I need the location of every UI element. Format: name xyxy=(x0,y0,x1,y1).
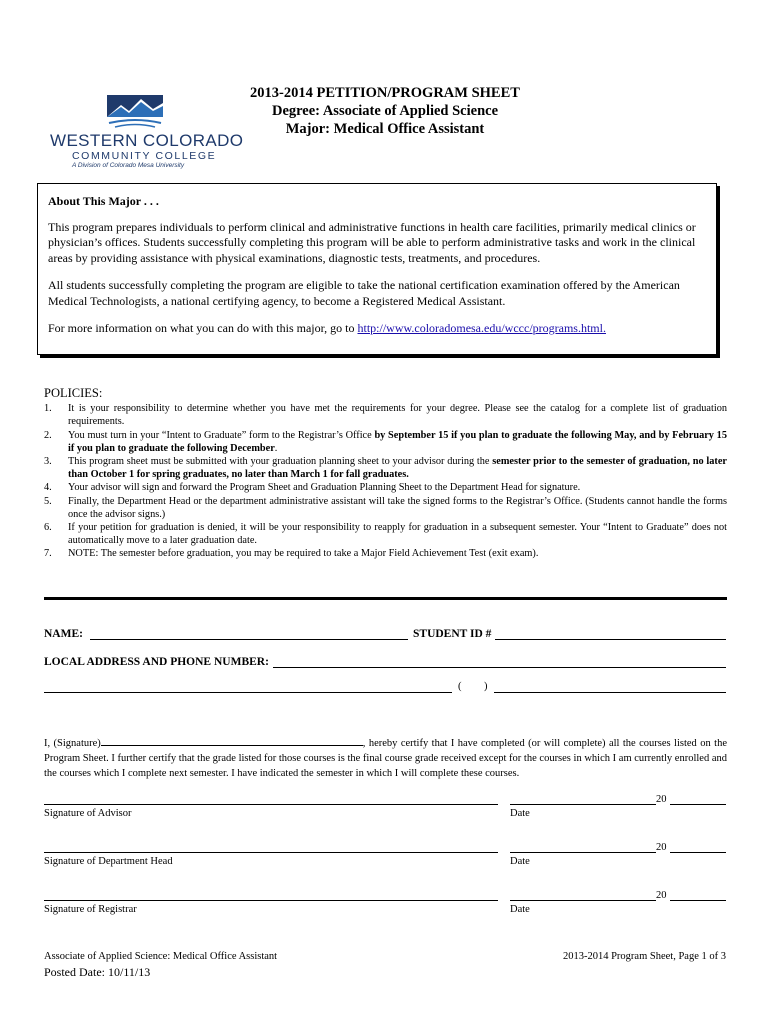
department-head-signature-label: Signature of Department Head xyxy=(44,856,173,867)
header-degree: Degree: Associate of Applied Science xyxy=(271,103,499,119)
logo-name: WESTERN COLORADO xyxy=(50,131,244,150)
department-head-year-field[interactable] xyxy=(670,852,726,853)
policy-text: If your petition for graduation is denied, it will be your responsibility to reapply for graduation in a subsequent semester. Your “Intent to Graduate” does not automatically move to a later graduation date. xyxy=(68,522,727,547)
policy-number: 2. xyxy=(44,429,52,441)
document-header xyxy=(180,84,590,138)
about-link-prefix: For more information on what you can do with this major, go to xyxy=(48,321,358,335)
registrar-year-field[interactable] xyxy=(670,900,726,901)
section-divider xyxy=(44,597,727,600)
policy-item xyxy=(44,547,727,560)
phone-close-paren: ) xyxy=(484,681,488,692)
registrar-year-prefix: 20 xyxy=(656,890,667,901)
policy-text: Finally, the Department Head or the department administrative assistant will take the signed forms to the Registrar’s Office. (Students cannot handle the forms once the advisor signs.) xyxy=(68,495,727,520)
advisor-signature-field[interactable] xyxy=(44,804,498,805)
about-paragraph-1: This program prepares individuals to perform clinical and administrative functions in health care facilities, primarily medical clinics or physician’s offices. Students successfully completing this program will be able to perform administrative tasks and work in the clinical areas by providing assistance with physical examinations, diagnostic tests, treatments, and procedures. xyxy=(48,219,696,265)
policy-text: Your advisor will sign and forward the Program Sheet and Graduation Planning Sheet to the Department Head for signature. xyxy=(68,482,581,494)
student-id-field[interactable] xyxy=(495,639,726,640)
programs-link[interactable]: http://www.coloradomesa.edu/wccc/programs.html. xyxy=(357,321,606,335)
address-line-2-field[interactable] xyxy=(44,692,452,693)
department-head-date-field[interactable] xyxy=(510,852,656,853)
logo-division: A Division of Colorado Mesa University xyxy=(72,162,185,169)
department-head-signature-field[interactable] xyxy=(44,852,498,853)
mountain-logo-icon xyxy=(107,95,163,129)
phone-field[interactable] xyxy=(494,692,726,693)
policy-text: It is your responsibility to determine whether you have met the requirements for your degree. Please see the catalog for a complete list of graduation requirements. xyxy=(68,403,727,428)
policy-number: 7. xyxy=(44,548,52,560)
policy-number: 5. xyxy=(44,495,52,507)
policies-heading: POLICIES: xyxy=(44,386,103,400)
certification-statement xyxy=(44,734,727,781)
policy-number: 3. xyxy=(44,456,52,468)
address-field[interactable] xyxy=(273,667,726,668)
policy-item xyxy=(44,521,727,547)
policy-item xyxy=(44,455,727,481)
name-label: NAME: xyxy=(44,628,83,640)
advisor-year-field[interactable] xyxy=(670,804,726,805)
certify-prefix: I, (Signature) xyxy=(44,738,101,749)
about-title: About This Major . . . xyxy=(48,194,159,208)
policy-item xyxy=(44,481,727,494)
policy-item xyxy=(44,495,727,521)
footer-program: Associate of Applied Science: Medical Office Assistant xyxy=(44,951,278,962)
logo-subname: COMMUNITY COLLEGE xyxy=(72,150,217,162)
policy-number: 6. xyxy=(44,522,52,534)
certify-text: , hereby certify that I have completed (or will complete) all the courses listed on the Program Sheet. I further certify that the grade listed for those courses is the final course grade received except for the courses in which I am currently enrolled and the courses which I complete next semester. I have indicated the semester in which I will complete these courses. xyxy=(44,738,727,779)
registrar-date-field[interactable] xyxy=(510,900,656,901)
department-head-date-label: Date xyxy=(510,856,530,867)
name-field[interactable] xyxy=(90,639,408,640)
student-id-label: STUDENT ID # xyxy=(413,628,492,640)
registrar-date-label: Date xyxy=(510,904,530,915)
about-paragraph-3 xyxy=(48,321,706,337)
policy-text: This program sheet must be submitted with your graduation planning sheet to your advisor during the semester prior to the semester of graduation, no later than October 1 for spring graduates, no later than March 1 for fall graduates. xyxy=(68,456,727,481)
certify-signature-field[interactable] xyxy=(101,734,363,746)
policy-number: 1. xyxy=(44,403,52,415)
about-major-box xyxy=(37,183,717,355)
header-title: 2013-2014 PETITION/PROGRAM SHEET xyxy=(250,85,520,101)
header-major: Major: Medical Office Assistant xyxy=(285,121,485,137)
footer-page-number: 2013-2014 Program Sheet, Page 1 of 3 xyxy=(562,951,726,962)
address-label: LOCAL ADDRESS AND PHONE NUMBER: xyxy=(44,656,269,668)
phone-open-paren: ( xyxy=(458,681,462,692)
policies-section xyxy=(44,387,727,561)
advisor-signature-label: Signature of Advisor xyxy=(44,808,132,819)
policy-number: 4. xyxy=(44,482,52,494)
policy-item xyxy=(44,429,727,455)
advisor-year-prefix: 20 xyxy=(656,794,667,805)
advisor-date-field[interactable] xyxy=(510,804,656,805)
registrar-signature-label: Signature of Registrar xyxy=(44,904,137,915)
advisor-date-label: Date xyxy=(510,808,530,819)
registrar-signature-field[interactable] xyxy=(44,900,498,901)
about-paragraph-2: All students successfully completing the program are eligible to take the national certification examination offered by the American Medical Technologists, a national certifying agency, to become a Registered Medical Assistant. xyxy=(48,278,680,308)
department-head-year-prefix: 20 xyxy=(656,842,667,853)
policy-item xyxy=(44,402,727,428)
footer-posted-date: Posted Date: 10/11/13 xyxy=(44,965,151,979)
policy-text: You must turn in your “Intent to Graduate” form to the Registrar’s Office by September 15 if you plan to graduate the following May, and by February 15 if you plan to graduate the following December. xyxy=(68,429,727,454)
policy-text: NOTE: The semester before graduation, you may be required to take a Major Field Achievement Test (exit exam). xyxy=(68,548,539,560)
